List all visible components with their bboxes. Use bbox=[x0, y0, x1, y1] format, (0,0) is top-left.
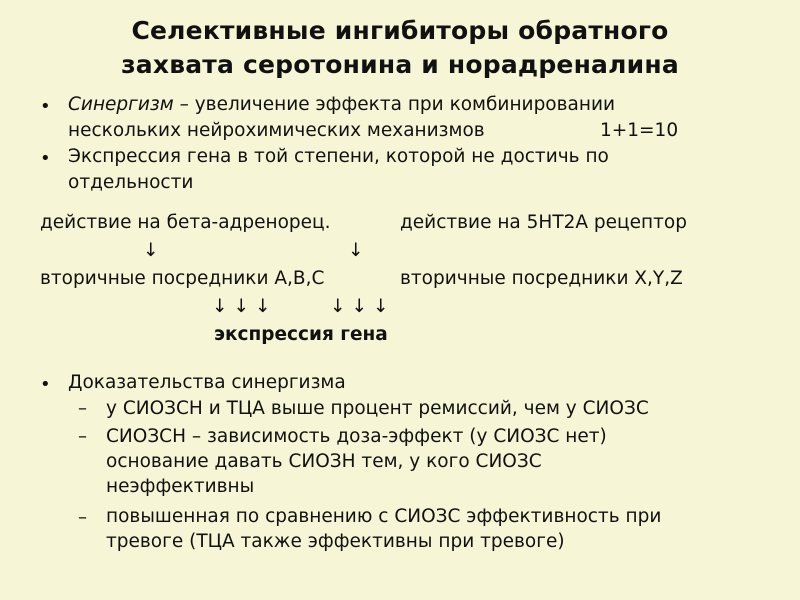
synergism-definition: – увеличение эффекта при комбинировании bbox=[173, 94, 616, 115]
slide-title bbox=[0, 14, 800, 82]
evidence-item-anxiety-line-2: тревоге (ТЦА также эффективны при тревоге) bbox=[106, 531, 565, 552]
triple-arrow-down-icon: ↓↓↓ bbox=[212, 296, 277, 317]
synergism-formula: 1+1=10 bbox=[600, 120, 679, 141]
5ht2a-receptor-action: действие на 5НТ2А рецептор bbox=[400, 212, 687, 233]
bullet-marker: • bbox=[40, 148, 51, 169]
gene-expression-line-2: отдельности bbox=[68, 172, 194, 193]
dash-marker: – bbox=[78, 398, 87, 419]
arrow-down-icon: ↓ bbox=[143, 240, 159, 261]
evidence-item-dose-effect-line-3: неэффективны bbox=[106, 476, 255, 497]
beta-adrenoreceptor-action: действие на бета-адренорец. bbox=[40, 212, 331, 233]
mediators-xyz: вторичные посредники Х,Y,Z bbox=[400, 268, 683, 289]
triple-arrow-down-icon: ↓↓↓ bbox=[330, 296, 395, 317]
synergism-term: Синергизм bbox=[68, 94, 174, 115]
dash-marker: – bbox=[78, 507, 87, 528]
bullet-synergism bbox=[68, 92, 615, 118]
bullet-marker: • bbox=[40, 96, 51, 117]
title-line-2: захвата серотонина и норадреналина bbox=[121, 50, 679, 79]
gene-expression-result: экспрессия гена bbox=[214, 324, 388, 345]
gene-expression-line-1: Экспрессия гена в той степени, которой не достичь по bbox=[68, 146, 609, 167]
synergism-line-2: нескольких нейрохимических механизмов bbox=[68, 120, 485, 141]
arrow-down-icon: ↓ bbox=[348, 240, 364, 261]
evidence-item-remission: у СИОЗСН и ТЦА выше процент ремиссий, чем у СИОЗС bbox=[106, 398, 649, 419]
evidence-item-anxiety: повышенная по сравнению с СИОЗС эффективность при bbox=[106, 506, 662, 527]
title-line-1: Селективные ингибиторы обратного bbox=[131, 16, 669, 45]
mediators-abc: вторичные посредники А,В,С bbox=[40, 268, 325, 289]
dash-marker: – bbox=[78, 426, 87, 447]
evidence-item-dose-effect-line-2: основание давать СИОЗН тем, у кого СИОЗС bbox=[106, 451, 542, 472]
evidence-item-dose-effect: СИОЗСН – зависимость доза-эффект (у СИОЗС нет) bbox=[106, 426, 607, 447]
bullet-marker: • bbox=[40, 374, 51, 395]
evidence-heading: Доказательства синергизма bbox=[68, 372, 346, 393]
